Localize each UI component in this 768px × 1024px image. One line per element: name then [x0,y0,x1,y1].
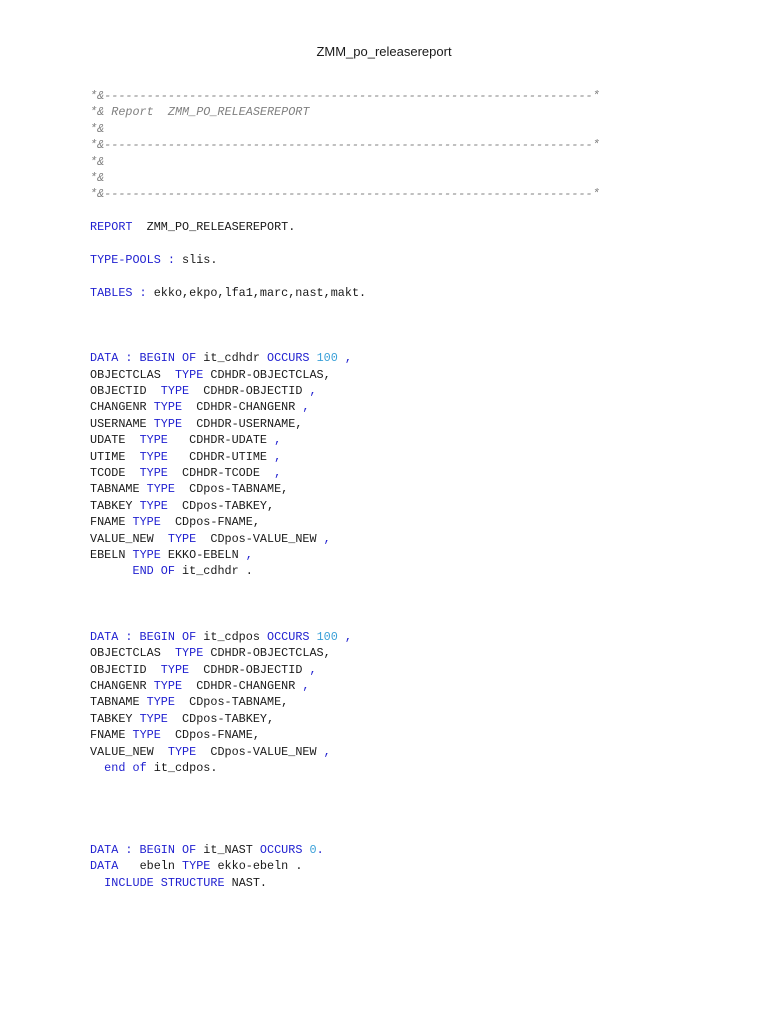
code-line [90,744,710,760]
code-token: UTIME [90,449,140,464]
code-token: TYPE [153,400,183,415]
code-token: TYPE [160,662,190,677]
code-token: end of [104,761,147,776]
code-line [90,399,710,415]
code-token: *&---------------------------------------------------------------------* [90,138,600,153]
code-token: ekko-ebeln . [210,859,303,874]
code-line [90,580,710,596]
abap-code-listing [90,88,710,891]
code-token: CDHDR-UDATE [167,433,275,448]
code-token: TYPE [139,465,168,480]
code-token: TYPE [167,744,197,759]
code-line [90,531,710,547]
code-token [90,761,104,775]
code-token: TYPE [146,695,175,710]
code-token: , [323,744,331,759]
code-line [90,367,710,383]
code-token: TABNAME [90,695,147,710]
code-token [90,564,132,578]
code-line [90,613,710,629]
code-token: TYPE [182,859,211,874]
code-token: it_NAST [196,842,260,857]
code-token: TYPE [139,498,168,513]
code-line [90,285,710,301]
code-token: INCLUDE STRUCTURE [104,875,225,890]
code-line [90,711,710,727]
code-token: DATA : BEGIN OF [90,351,197,366]
code-token: FNAME [90,728,133,743]
code-token: NAST. [224,875,268,890]
code-line [90,629,710,645]
code-token: TYPE [146,482,175,497]
code-token: ebeln [118,859,183,874]
code-line [90,465,710,481]
code-line [90,547,710,563]
code-token: TYPE [153,416,183,431]
code-token: TYPE [174,646,204,661]
code-line [90,268,710,284]
code-line [90,186,710,202]
code-line [90,137,710,153]
code-token: CDpos-VALUE_NEW [196,531,324,546]
code-token: CDpos-FNAME, [160,728,260,743]
code-token: DATA : BEGIN OF [90,629,197,644]
code-line [90,662,710,678]
code-line [90,317,710,333]
code-token: *& [90,121,105,136]
code-token: . [316,842,324,857]
code-line [90,350,710,366]
code-token: TYPE [139,711,168,726]
code-token: it_cdhdr . [174,564,253,579]
code-token: DATA [90,859,119,874]
code-token: , [245,547,253,562]
code-token: TYPE [139,433,168,448]
code-line [90,88,710,104]
code-token: CHANGENR [90,400,154,415]
code-token: CDHDR-USERNAME, [182,416,303,431]
code-line [90,563,710,579]
code-line [90,219,710,235]
code-line [90,809,710,825]
code-token: OBJECTCLAS [90,646,175,661]
code-token: , [309,662,317,677]
code-line [90,236,710,252]
code-token: , [274,465,282,480]
code-token: DATA : BEGIN OF [90,842,197,857]
code-token: OCCURS [267,351,310,366]
code-token: 100 [316,629,338,644]
code-token: REPORT [90,220,133,235]
code-token: CDpos-TABNAME, [174,482,289,497]
code-line [90,121,710,137]
code-token: TYPE-POOLS : [90,252,175,267]
code-token: slis. [174,252,218,267]
code-token: OBJECTCLAS [90,367,175,382]
code-token: TYPE [167,531,197,546]
code-line [90,645,710,661]
code-token: CDpos-VALUE_NEW [196,744,324,759]
code-token: *& [90,154,105,169]
code-token: FNAME [90,515,133,530]
code-token [302,843,309,857]
code-token: TYPE [132,728,161,743]
code-line [90,875,710,891]
code-token: CDHDR-OBJECTID [189,662,310,677]
code-token: OCCURS [259,842,303,857]
code-token: CDHDR-CHANGENR [182,400,303,415]
code-token: VALUE_NEW [90,531,168,546]
code-line [90,170,710,186]
code-line [90,793,710,809]
code-token: OBJECTID [90,384,161,399]
code-line [90,432,710,448]
code-line [90,301,710,317]
code-token: TABNAME [90,482,147,497]
code-line [90,858,710,874]
code-token: TCODE [90,465,140,480]
code-line [90,334,710,350]
code-token: TYPE [160,384,190,399]
code-token: CDHDR-OBJECTID [189,384,310,399]
code-line [90,154,710,170]
code-token: CDpos-FNAME, [160,515,260,530]
code-token: , [337,629,352,644]
code-token: , [323,531,331,546]
code-line [90,416,710,432]
code-line [90,252,710,268]
code-token: TABKEY [90,498,140,513]
code-token: CDHDR-OBJECTCLAS, [203,646,331,661]
code-token: it_cdpos [196,629,267,644]
code-token: EBELN [90,547,133,562]
code-token: TYPE [132,547,161,562]
code-token: *& Report ZMM_PO_RELEASEREPORT [90,105,310,120]
code-line [90,694,710,710]
code-token: CDpos-TABKEY, [167,498,275,513]
code-line [90,842,710,858]
code-token: VALUE_NEW [90,744,168,759]
code-token: 100 [316,351,338,366]
code-token [309,351,316,365]
code-token: , [309,384,317,399]
code-token: CDpos-TABKEY, [167,711,275,726]
code-token: TYPE [132,515,161,530]
code-token [90,876,104,890]
code-token: TABKEY [90,711,140,726]
code-token [309,630,316,644]
code-token: TYPE [153,679,183,694]
code-token: USERNAME [90,416,154,431]
code-line [90,481,710,497]
code-token: CDHDR-OBJECTCLAS, [203,367,331,382]
code-token: OCCURS [267,629,310,644]
code-token: CDHDR-CHANGENR [182,679,303,694]
code-token: , [337,351,352,366]
code-token: END OF [132,564,175,579]
code-token: *& [90,170,105,185]
code-token: OBJECTID [90,662,161,677]
code-token: UDATE [90,433,140,448]
code-token: CDpos-TABNAME, [174,695,289,710]
code-token: TYPE [174,367,204,382]
code-line [90,727,710,743]
code-line [90,203,710,219]
code-line [90,678,710,694]
code-token: it_cdhdr [196,351,267,366]
code-line [90,498,710,514]
code-line [90,383,710,399]
code-line [90,826,710,842]
code-token: CDHDR-TCODE [167,465,275,480]
code-token: *&---------------------------------------------------------------------* [90,89,600,103]
code-token: , [274,449,282,464]
code-line [90,104,710,120]
code-token: *&---------------------------------------------------------------------* [90,187,600,202]
code-line [90,776,710,792]
code-token: it_cdpos. [146,761,218,776]
code-token: , [274,433,282,448]
code-token: CDHDR-UTIME [167,449,275,464]
code-token: 0 [309,842,317,857]
code-token: CHANGENR [90,679,154,694]
code-token: ZMM_PO_RELEASEREPORT. [132,220,296,235]
code-token: EKKO-EBELN [160,547,246,562]
code-line [90,514,710,530]
code-token: , [302,400,310,415]
code-token: ekko,ekpo,lfa1,marc,nast,makt. [146,285,367,300]
code-line [90,760,710,776]
code-token: , [302,679,310,694]
code-token: TYPE [139,449,168,464]
code-line [90,596,710,612]
code-token: TABLES : [90,285,147,300]
code-line [90,449,710,465]
document-title: ZMM_po_releasereport [316,44,452,59]
